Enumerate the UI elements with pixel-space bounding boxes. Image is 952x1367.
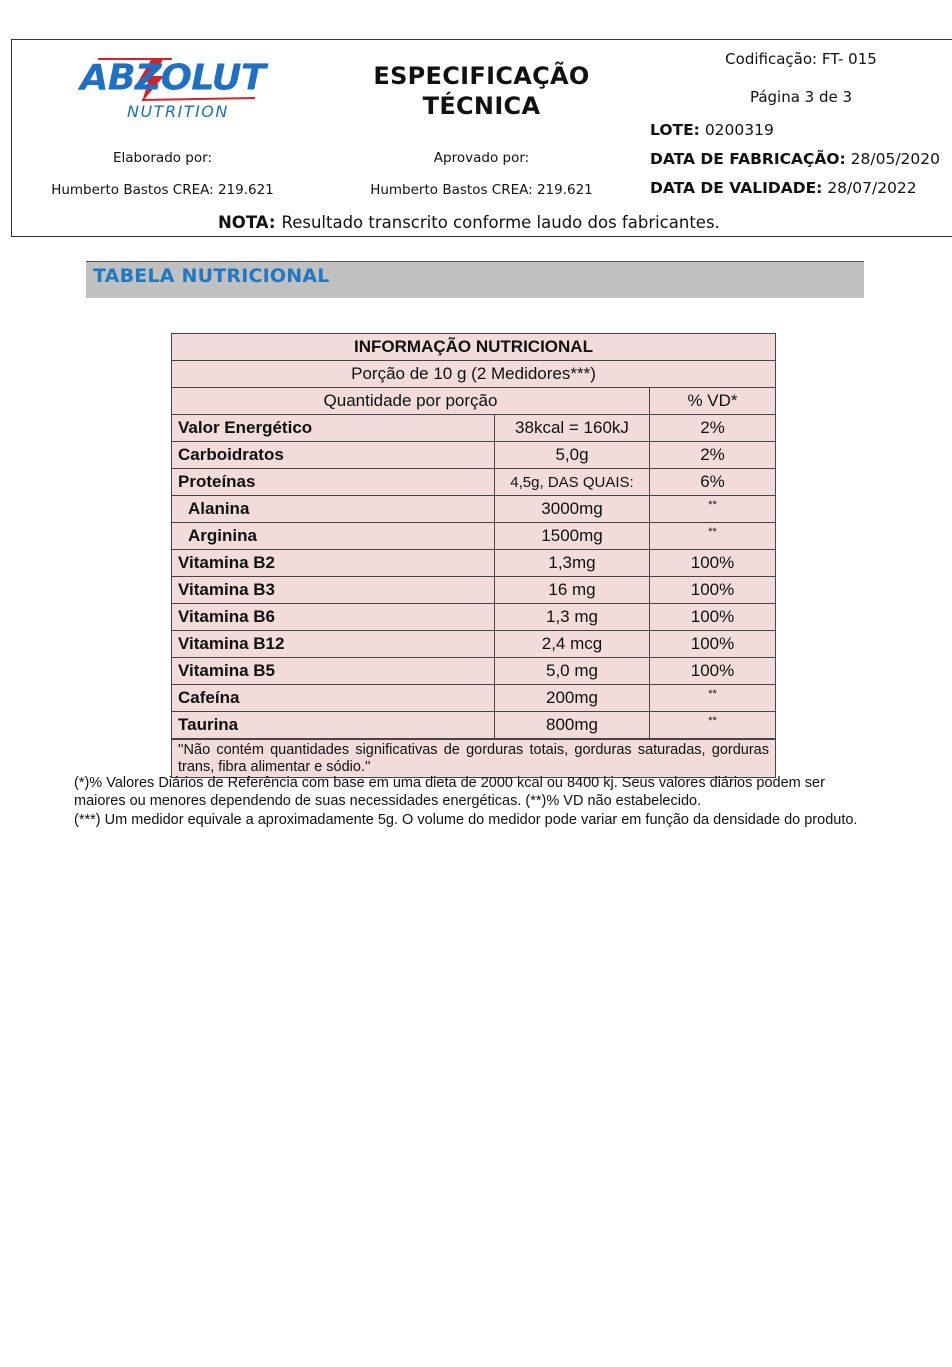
document-title bbox=[313, 40, 650, 141]
spec-header bbox=[11, 39, 952, 237]
nutrient-name: Vitamina B3 bbox=[172, 577, 495, 603]
qty-header: Quantidade por porção bbox=[172, 388, 650, 414]
codificacao: Codificação: FT- 015 bbox=[725, 50, 877, 68]
nutrient-name: Vitamina B12 bbox=[172, 631, 495, 657]
fabricacao-value: 28/05/2020 bbox=[850, 150, 940, 168]
nutrient-vd: 100% bbox=[690, 553, 735, 572]
nutrient-vd: 2% bbox=[700, 445, 725, 464]
nota-text: Resultado transcrito conforme laudo dos fabricantes. bbox=[281, 212, 720, 232]
nutrient-amount: 5,0g bbox=[495, 442, 650, 468]
aprovado-name: Humberto Bastos CREA: 219.621 bbox=[370, 182, 593, 198]
logo-cell bbox=[12, 40, 313, 141]
table-row bbox=[172, 631, 775, 658]
section-title: TABELA NUTRICIONAL bbox=[93, 265, 330, 287]
table-row bbox=[172, 604, 775, 631]
logo-brand-text: ABZOLUT bbox=[80, 57, 265, 98]
nutrient-name: Carboidratos bbox=[172, 442, 495, 468]
nutrient-amount: 4,5g, DAS QUAIS: bbox=[495, 469, 650, 495]
nutrient-vd: ** bbox=[708, 499, 717, 511]
table-row bbox=[172, 685, 775, 712]
column-header-row bbox=[172, 388, 775, 415]
nutrient-name: Vitamina B6 bbox=[172, 604, 495, 630]
nutrient-amount: 16 mg bbox=[495, 577, 650, 603]
nutrient-amount: 200mg bbox=[495, 685, 650, 711]
nutrient-vd: 6% bbox=[700, 472, 725, 491]
elaborado-name: Humberto Bastos CREA: 219.621 bbox=[51, 182, 274, 198]
nutrition-table bbox=[171, 333, 776, 778]
page-number: Página 3 de 3 bbox=[749, 88, 853, 106]
nutrient-vd: 100% bbox=[690, 661, 735, 680]
table-row bbox=[172, 712, 775, 739]
lote-value: 0200319 bbox=[704, 121, 774, 139]
nutrient-amount: 1500mg bbox=[495, 523, 650, 549]
nutrient-name: Taurina bbox=[172, 712, 495, 738]
table-row bbox=[172, 496, 775, 523]
table-row bbox=[172, 550, 775, 577]
portion-row bbox=[172, 361, 775, 388]
nutrient-amount: 2,4 mcg bbox=[495, 631, 650, 657]
table-row bbox=[172, 523, 775, 550]
table-row bbox=[172, 577, 775, 604]
nutrient-amount: 800mg bbox=[495, 712, 650, 738]
logo-sub-text: NUTRITION bbox=[127, 102, 229, 121]
nutrient-amount: 1,3 mg bbox=[495, 604, 650, 630]
section-bar bbox=[86, 261, 864, 298]
nutrient-name: Proteínas bbox=[172, 469, 495, 495]
validade-line bbox=[650, 179, 917, 197]
nutrient-name: Cafeína bbox=[172, 685, 495, 711]
title-line-1: ESPECIFICAÇÃO bbox=[373, 61, 590, 90]
title-line-2: TÉCNICA bbox=[422, 91, 541, 120]
nutrient-name: Vitamina B5 bbox=[172, 658, 495, 684]
nutrient-vd: 2% bbox=[700, 418, 725, 437]
nutrient-amount: 5,0 mg bbox=[495, 658, 650, 684]
table-row bbox=[172, 415, 775, 442]
nutrient-amount: 38kcal = 160kJ bbox=[495, 415, 650, 441]
nutrient-amount: 3000mg bbox=[495, 496, 650, 522]
batch-info bbox=[650, 116, 952, 206]
nutrient-vd: ** bbox=[708, 688, 717, 700]
nutrient-name: Vitamina B2 bbox=[172, 550, 495, 576]
elaborado-label: Elaborado por: bbox=[112, 149, 212, 166]
footnote-medidor: (***) Um medidor equivale a aproximadamente 5g. O volume do medidor pode variar em função da densidade do produto. bbox=[74, 811, 858, 828]
footnote-vd: (*)% Valores Diários de Referência com base em uma dieta de 2000 kcal ou 8400 kj. Seus valores diários podem ser maiores ou menores dependendo de suas necessidades energéticas. (**)% VD não estabelecido. bbox=[74, 775, 825, 810]
validade-label: DATA DE VALIDADE: bbox=[650, 179, 823, 197]
nutrient-vd: 100% bbox=[690, 580, 735, 599]
nutrient-name: Arginina bbox=[172, 523, 495, 549]
table-row bbox=[172, 658, 775, 685]
abzolut-logo bbox=[80, 54, 265, 130]
nutrient-amount: 1,3mg bbox=[495, 550, 650, 576]
nutrient-vd: ** bbox=[708, 526, 717, 538]
table-row bbox=[172, 442, 775, 469]
table-row bbox=[172, 469, 775, 496]
portion-text: Porção de 10 g (2 Medidores***) bbox=[351, 364, 596, 383]
lote-line bbox=[650, 121, 774, 139]
nutrient-name: Valor Energético bbox=[172, 415, 495, 441]
fabricacao-label: DATA DE FABRICAÇÃO: bbox=[650, 150, 846, 168]
fabricacao-line bbox=[650, 150, 940, 168]
aprovado-label: Aprovado por: bbox=[433, 149, 530, 166]
vd-header: % VD* bbox=[687, 391, 738, 410]
nutrient-vd: 100% bbox=[690, 607, 735, 626]
nutrient-vd: 100% bbox=[690, 634, 735, 653]
nutrient-vd: ** bbox=[708, 715, 717, 727]
nutrition-title: INFORMAÇÃO NUTRICIONAL bbox=[354, 337, 593, 356]
nota-row bbox=[12, 206, 952, 238]
nutrient-name: Alanina bbox=[172, 496, 495, 522]
lote-label: LOTE: bbox=[650, 121, 700, 139]
nutrition-disclaimer: ''Não contém quantidades significativas de gorduras totais, gorduras saturadas, gorduras trans, fibra alimentar e sódio.'' bbox=[172, 739, 775, 777]
nutrition-title-row bbox=[172, 334, 775, 361]
footnotes bbox=[74, 774, 879, 829]
validade-value: 28/07/2022 bbox=[827, 179, 917, 197]
nota-label: NOTA: bbox=[218, 212, 276, 232]
